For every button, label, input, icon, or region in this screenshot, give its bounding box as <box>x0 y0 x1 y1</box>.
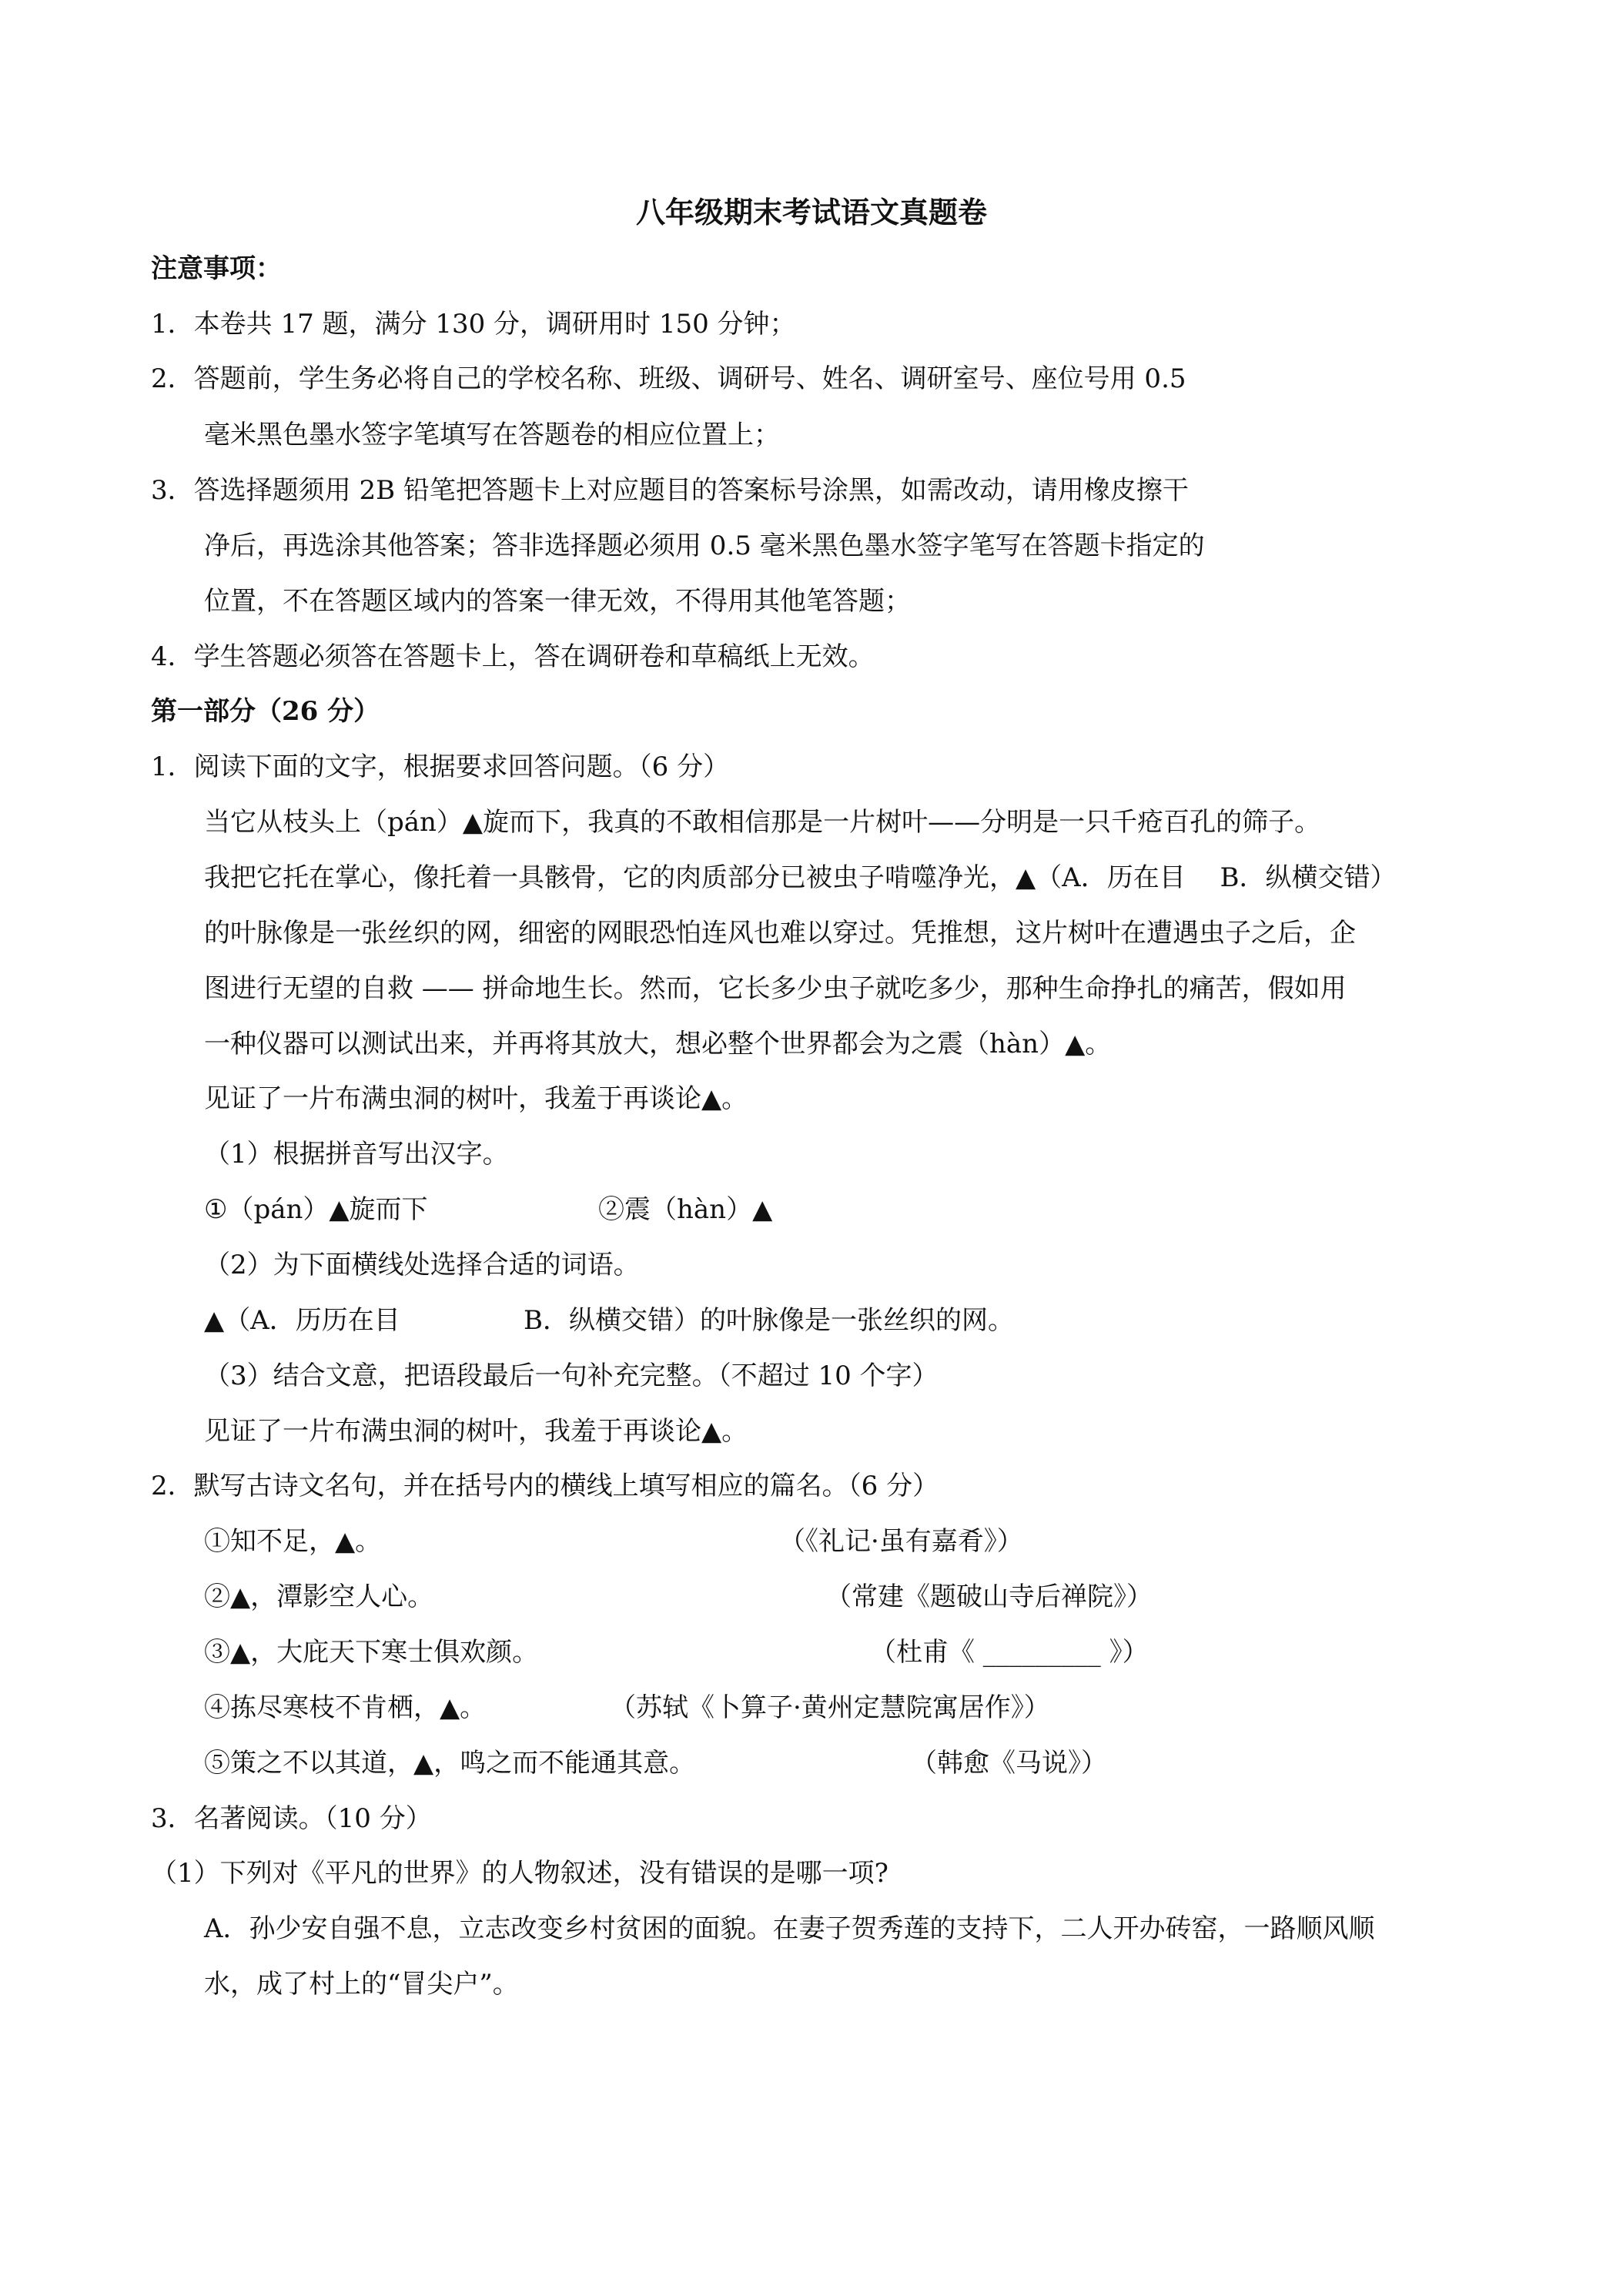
q1-passage-line: 图进行无望的自救 —— 拼命地生长。然而，它长多少虫子就吃多少，那种生命挣扎的痛苦，假如用 <box>204 973 1347 1004</box>
q1-sub2: （2）为下面横线处选择合适的词语。 <box>204 1250 640 1280</box>
q3-stem: 3．名著阅读。（10 分） <box>151 1803 432 1834</box>
note-line: 位置，不在答题区域内的答案一律无效，不得用其他笔答题； <box>204 586 911 617</box>
notice-heading: 注意事项： <box>151 253 282 284</box>
q2-item-source: （《礼记·虽有嘉肴》） <box>779 1526 1023 1557</box>
q2-item-source: （苏轼《卜算子·黄州定慧院寓居作》） <box>610 1692 1050 1723</box>
page-title: 八年级期末考试语文真题卷 <box>635 195 987 229</box>
q2-item-source: （杜甫《 _________ 》） <box>870 1637 1149 1668</box>
note-line: 净后，再选涂其他答案；答非选择题必须用 0.5 毫米黑色墨水签字笔写在答题卡指定的 <box>204 530 1205 561</box>
q1-sub1-b: ②震（hàn）▲ <box>598 1194 773 1225</box>
q3-option-a: A．孙少安自强不息，立志改变乡村贫困的面貌。在妻子贺秀莲的支持下，二人开办砖窑，一路顺风顺 <box>204 1913 1375 1944</box>
note-line: 1．本卷共 17 题，满分 130 分，调研用时 150 分钟； <box>151 309 796 340</box>
q1-sub2-a: ▲（A．历历在目 <box>204 1305 400 1336</box>
q1-sub3: （3）结合文意，把语段最后一句补充完整。（不超过 10 个字） <box>204 1361 939 1391</box>
q1-passage-line: 一种仪器可以测试出来，并再将其放大，想必整个世界都会为之震（hàn）▲。 <box>204 1029 1112 1059</box>
q1-passage-line: 见证了一片布满虫洞的树叶，我羞于再谈论▲。 <box>204 1083 748 1114</box>
note-line: 毫米黑色墨水签字笔填写在答题卷的相应位置上； <box>204 420 780 450</box>
note-line: 4．学生答题必须答在答题卡上，答在调研卷和草稿纸上无效。 <box>151 641 875 672</box>
q2-stem: 2．默写古诗文名句，并在括号内的横线上填写相应的篇名。（6 分） <box>151 1471 939 1501</box>
q2-item: ①知不足，▲。 <box>204 1526 382 1557</box>
q1-sub2-b: B．纵横交错）的叶脉像是一张丝织的网。 <box>524 1305 1014 1336</box>
q1-passage-line: 我把它托在掌心，像托着一具骸骨，它的肉质部分已被虫子啃噬净光，▲（A．历在目 B．纵横交错） <box>204 862 1397 893</box>
q1-stem: 1．阅读下面的文字，根据要求回答问题。（6 分） <box>151 751 730 782</box>
q1-sub1: （1）根据拼音写出汉字。 <box>204 1139 509 1170</box>
q2-item-source: （韩愈《马说》） <box>911 1748 1107 1779</box>
q2-item: ②▲，潭影空人心。 <box>204 1581 434 1612</box>
q1-sub3-a: 见证了一片布满虫洞的树叶，我羞于再谈论▲。 <box>204 1416 748 1447</box>
q1-passage-line: 的叶脉像是一张丝织的网，细密的网眼恐怕连风也难以穿过。凭推想，这片树叶在遭遇虫子之后，企 <box>204 918 1356 949</box>
q2-item: ③▲，大庇天下寒士俱欢颜。 <box>204 1637 539 1668</box>
q1-sub1-a: ①（pán）▲旋而下 <box>204 1194 428 1225</box>
note-line: 3．答选择题须用 2B 铅笔把答题卡上对应题目的答案标号涂黑，如需改动，请用橡皮擦干 <box>151 475 1189 506</box>
q3-sub1: （1）下列对《平凡的世界》的人物叙述，没有错误的是哪一项? <box>151 1858 888 1889</box>
q1-passage-line: 当它从枝头上（pán）▲旋而下，我真的不敢相信那是一片树叶——分明是一只千疮百孔的筛子。 <box>204 807 1321 838</box>
note-line: 2．答题前，学生务必将自己的学校名称、班级、调研号、姓名、调研室号、座位号用 0.5 <box>151 363 1186 394</box>
part1-heading: 第一部分（26 分） <box>151 696 380 727</box>
q2-item: ④拣尽寒枝不肯栖，▲。 <box>204 1692 487 1723</box>
q3-option-a-cont: 水，成了村上的“冒尖户”。 <box>204 1969 519 2000</box>
q2-item-source: （常建《题破山寺后禅院》） <box>825 1581 1153 1612</box>
q2-item: ⑤策之不以其道，▲，鸣之而不能通其意。 <box>204 1748 696 1779</box>
